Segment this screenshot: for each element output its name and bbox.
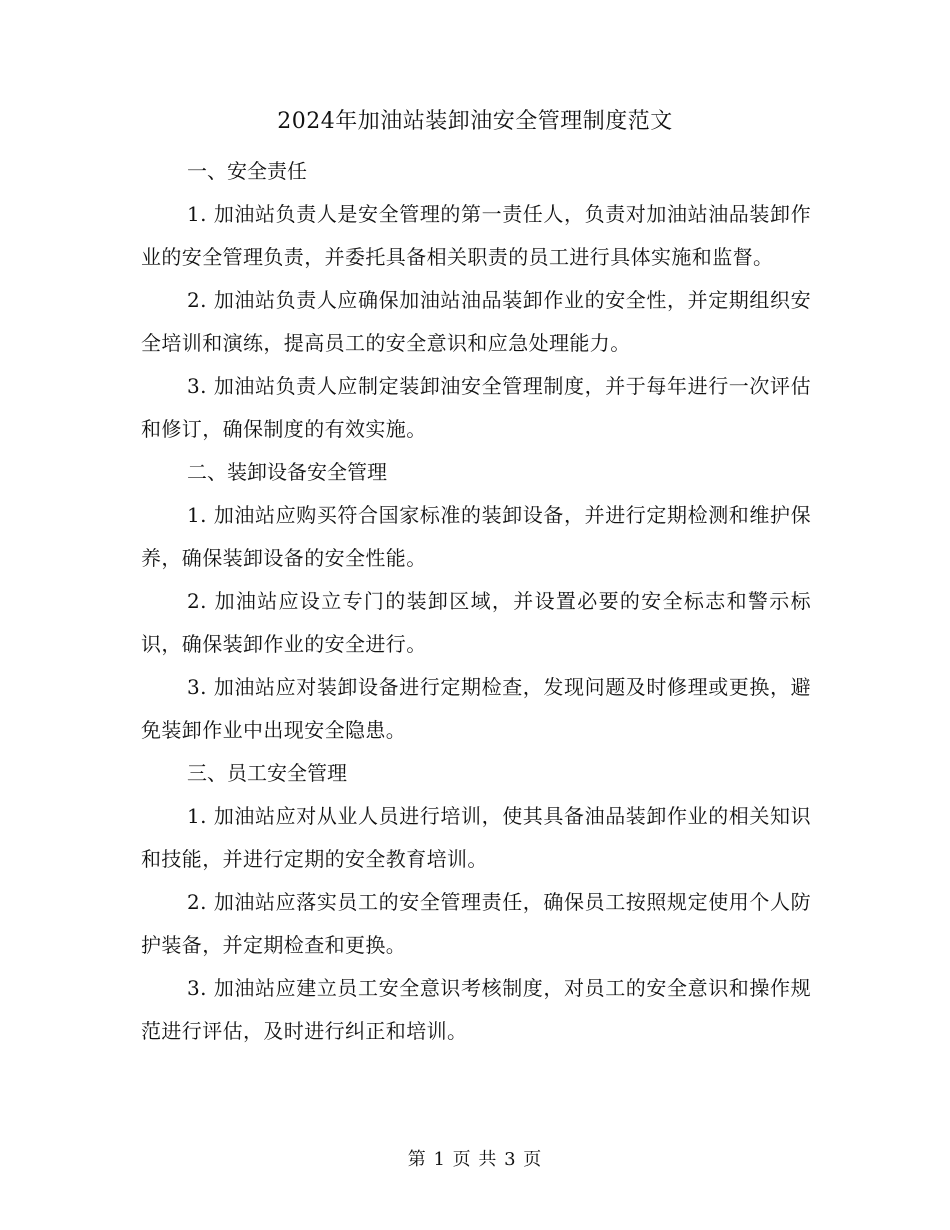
paragraph: 1. 加油站应对从业人员进行培训，使其具备油品装卸作业的相关知识和技能，并进行定期的安全教育培训。 — [141, 804, 811, 871]
paragraph: 1. 加油站负责人是安全管理的第一责任人，负责对加油站油品装卸作业的安全管理负责，并委托具备相关职责的员工进行具体实施和监督。 — [141, 202, 811, 269]
paragraph: 3. 加油站负责人应制定装卸油安全管理制度，并于每年进行一次评估和修订，确保制度的有效实施。 — [141, 374, 811, 441]
page-footer: 第 1 页 共 3 页 — [407, 1149, 543, 1170]
paragraph: 1. 加油站应购买符合国家标准的装卸设备，并进行定期检测和维护保养，确保装卸设备的安全性能。 — [141, 503, 811, 570]
section-heading: 三、员工安全管理 — [187, 761, 347, 785]
section-equipment-safety — [141, 451, 811, 752]
document-body — [141, 150, 811, 1053]
paragraph: 3. 加油站应建立员工安全意识考核制度，对员工的安全意识和操作规范进行评估，及时进行纠正和培训。 — [141, 976, 811, 1043]
paragraph: 2. 加油站应设立专门的装卸区域，并设置必要的安全标志和警示标识，确保装卸作业的安全进行。 — [141, 589, 811, 656]
paragraph: 3. 加油站应对装卸设备进行定期检查，发现问题及时修理或更换，避免装卸作业中出现安全隐患。 — [141, 675, 811, 742]
paragraph: 2. 加油站负责人应确保加油站油品装卸作业的安全性，并定期组织安全培训和演练，提高员工的安全意识和应急处理能力。 — [141, 288, 811, 355]
section-heading: 二、装卸设备安全管理 — [187, 460, 387, 484]
page-title: 2024年加油站装卸油安全管理制度范文 — [277, 109, 673, 134]
section-safety-responsibility — [141, 150, 811, 451]
section-staff-safety — [141, 752, 811, 1053]
section-heading: 一、安全责任 — [187, 159, 307, 183]
paragraph: 2. 加油站应落实员工的安全管理责任，确保员工按照规定使用个人防护装备，并定期检查和更换。 — [141, 890, 811, 957]
